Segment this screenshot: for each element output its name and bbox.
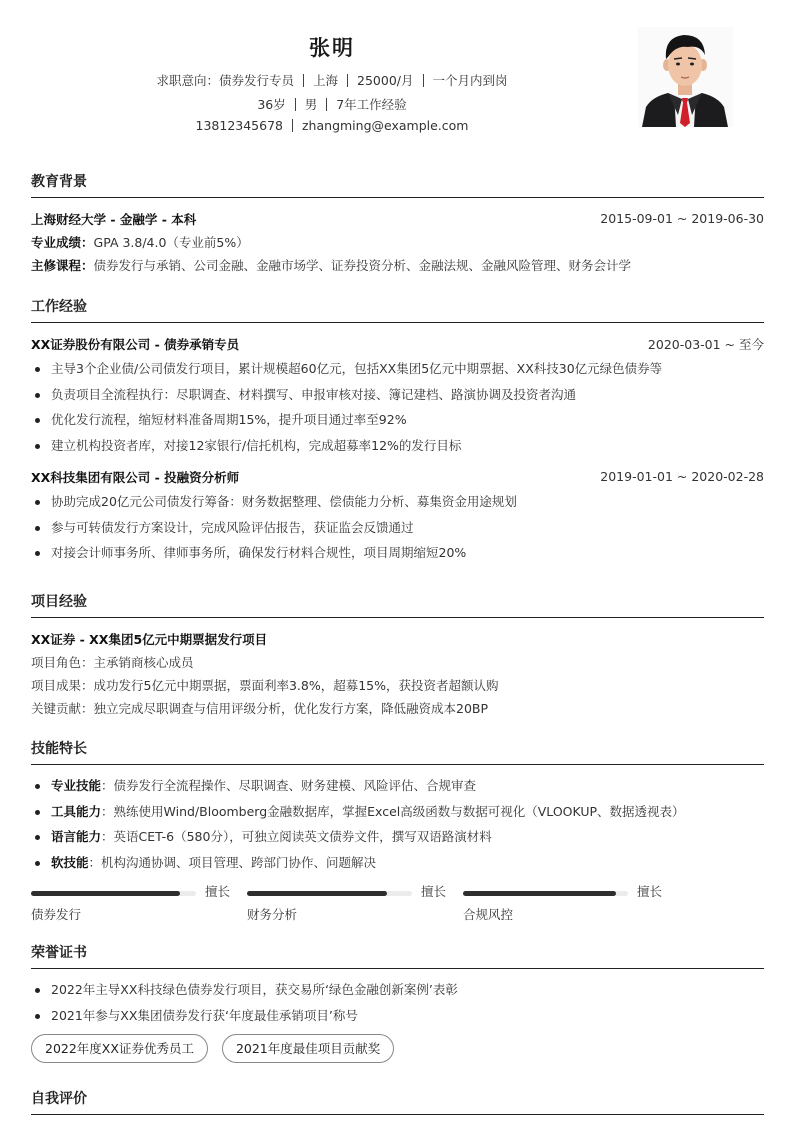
honor-tag: 2021年度最佳项目贡献奖	[222, 1034, 394, 1063]
skill-text: ：英语CET-6（580分），可独立阅读英文债券文件，撰写双语路演材料	[101, 829, 492, 844]
skill-bar	[31, 879, 247, 923]
skill-bar-fill	[247, 891, 387, 896]
skill-text: ：熟练使用Wind/Bloomberg金融数据库，掌握Excel高级函数与数据可视化（VLOOKUP、数据透视表）	[101, 803, 685, 819]
education-entry	[31, 206, 764, 231]
section-title: 荣誉证书	[31, 943, 764, 969]
self-eval-section	[31, 1089, 764, 1115]
divider	[347, 74, 348, 87]
list-item: 2022年主导XX科技绿色债券发行项目，获交易所‘绿色金融创新案例’表彰	[31, 977, 764, 1003]
avatar	[638, 27, 733, 127]
skills-list	[31, 773, 764, 875]
courses-label: 主修课程：	[31, 258, 94, 273]
skill-text: ：机构沟通协调、项目管理、跨部门协作、问题解决	[88, 854, 377, 870]
school-degree: 上海财经大学 - 金融学 - 本科	[31, 211, 197, 227]
intent-availability: 一个月内到岗	[432, 73, 508, 88]
list-item: 2021年参与XX集团债券发行获‘年度最佳承销项目’称号	[31, 1003, 764, 1029]
avatar-portrait-icon	[638, 27, 733, 127]
job-heading: XX科技集团有限公司 - 投融资分析师	[31, 469, 240, 485]
divider	[423, 74, 424, 87]
list-item: 负责项目全流程执行：尽职调查、材料撰写、申报审核对接、簿记建档、路演协调及投资者沟通	[31, 382, 764, 408]
divider	[303, 74, 304, 87]
honors-list	[31, 977, 764, 1028]
divider	[326, 98, 327, 111]
experience-years: 7年工作经验	[336, 97, 407, 112]
job-entry-header	[31, 331, 764, 356]
list-item: 建立机构投资者库，对接12家银行/信托机构，完成超募率12%的发行目标	[31, 433, 764, 459]
intent-position: 求职意向：债券发行专员	[156, 73, 294, 88]
honor-tag: 2022年度XX证券优秀员工	[31, 1034, 208, 1063]
project-heading: XX证券 - XX集团5亿元中期票据发行项目	[31, 631, 268, 647]
job-period: 2019-01-01 ~ 2020-02-28	[600, 469, 764, 484]
skill-bar-fill	[31, 891, 180, 896]
skill-bar	[463, 879, 679, 923]
list-item: 协助完成20亿元公司债发行筹备：财务数据整理、偿债能力分析、募集资金用途规划	[31, 489, 764, 515]
skill-item	[31, 773, 764, 799]
work-section	[31, 297, 764, 566]
skill-level: 擅长	[205, 884, 231, 899]
skill-level: 擅长	[637, 884, 663, 899]
project-header	[31, 626, 764, 651]
education-period: 2015-09-01 ~ 2019-06-30	[600, 211, 764, 226]
courses-value: 债券发行与承销、公司金融、金融市场学、证券投资分析、金融法规、金融风险管理、财务会计学	[93, 258, 632, 273]
section-title: 自我评价	[31, 1089, 764, 1115]
list-item: 主导3个企业债/公司债发行项目，累计规模超60亿元，包括XX集团5亿元中期票据、XX科技30亿元绿色债券等	[31, 356, 764, 382]
list-item: 优化发行流程，缩短材料准备周期15%，提升项目通过率至92%	[31, 407, 764, 433]
candidate-name: 张明	[309, 36, 355, 60]
list-item: 参与可转债发行方案设计，完成风险评估报告，获证监会反馈通过	[31, 515, 764, 541]
gender: 男	[304, 97, 318, 112]
job-heading: XX证券股份有限公司 - 债券承销专员	[31, 336, 240, 352]
intent-city: 上海	[313, 73, 339, 88]
job-period: 2020-03-01 ~ 至今	[647, 336, 764, 352]
skill-label: 语言能力	[51, 829, 102, 844]
job-bullets	[31, 356, 764, 458]
job-entry-header	[31, 464, 764, 489]
section-title: 项目经验	[31, 592, 764, 618]
skill-bar-track	[247, 891, 412, 896]
project-result: 项目成果：成功发行5亿元中期票据，票面利率3.8%，超募15%，获投资者超额认购	[31, 678, 499, 693]
project-contribution: 关键贡献：独立完成尽职调查与信用评级分析，优化发行方案，降低融资成本20BP	[31, 701, 489, 716]
list-item: 对接会计师事务所、律师事务所，确保发行材料合规性，项目周期缩短20%	[31, 540, 764, 566]
gpa-line	[31, 231, 764, 254]
skill-item	[31, 850, 764, 876]
section-title: 工作经验	[31, 297, 764, 323]
intent-salary: 25000/月	[357, 73, 414, 88]
courses-line	[31, 254, 764, 277]
skill-text: ：债券发行全流程操作、尽职调查、财务建模、风险评估、合规审查	[101, 778, 477, 793]
skill-bar-fill	[463, 891, 616, 896]
honor-tags	[31, 1034, 764, 1063]
age: 36岁	[257, 97, 286, 112]
job-bullets	[31, 489, 764, 566]
email: zhangming@example.com	[302, 118, 469, 133]
skill-bar-label: 合规风控	[463, 907, 514, 922]
skill-bars	[31, 879, 764, 923]
skill-item	[31, 824, 764, 850]
skill-bar-label: 债券发行	[31, 907, 82, 922]
gpa-value: GPA 3.8/4.0（专业前5%）	[93, 235, 249, 250]
divider	[292, 119, 293, 132]
contact-line	[0, 118, 664, 133]
honors-section	[31, 943, 764, 1063]
skill-level: 擅长	[421, 884, 447, 899]
section-title: 教育背景	[31, 172, 764, 198]
skill-bar-track	[31, 891, 196, 896]
gpa-label: 专业成绩：	[31, 235, 94, 250]
skill-label: 专业技能	[51, 778, 102, 793]
project-section	[31, 592, 764, 720]
resume-header	[0, 0, 794, 150]
skill-item	[31, 799, 764, 825]
skill-bar-label: 财务分析	[247, 907, 298, 922]
skills-section	[31, 739, 764, 923]
skill-label: 软技能	[51, 854, 89, 870]
skill-bar-track	[463, 891, 628, 896]
skill-label: 工具能力	[51, 803, 102, 819]
project-role: 项目角色：主承销商核心成员	[31, 655, 194, 670]
skill-bar	[247, 879, 463, 923]
education-section	[31, 172, 764, 277]
phone: 13812345678	[195, 118, 283, 133]
basic-info-line	[0, 95, 664, 113]
section-title: 技能特长	[31, 739, 764, 765]
divider	[295, 98, 296, 111]
job-intent-line	[0, 71, 664, 89]
